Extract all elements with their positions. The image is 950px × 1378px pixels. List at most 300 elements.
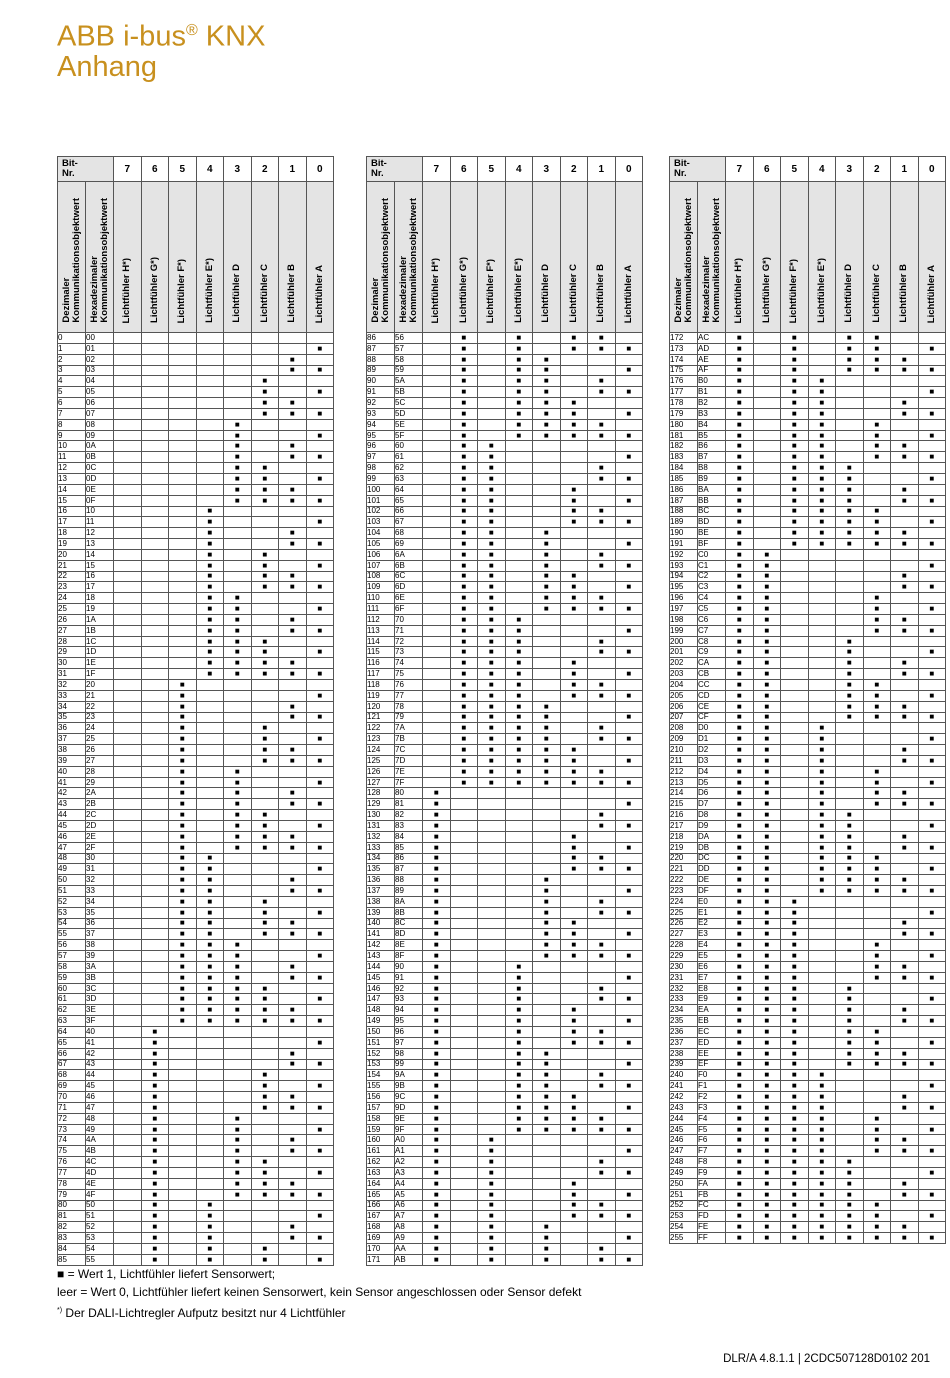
hex-value: FD	[698, 1211, 726, 1222]
decimal-value: 233	[670, 994, 698, 1005]
bit-cell	[615, 376, 643, 387]
hex-value: 8C	[395, 918, 423, 929]
bit-cell	[450, 1211, 478, 1222]
table-row	[367, 853, 643, 864]
bit-cell	[588, 1059, 616, 1070]
bit-cell: ■	[251, 484, 279, 495]
decimal-value: 173	[670, 343, 698, 354]
bit-cell	[478, 918, 506, 929]
bit-cell: ■	[615, 517, 643, 528]
bit-cell	[615, 463, 643, 474]
hex-value: 67	[395, 517, 423, 528]
hex-value: 59	[395, 365, 423, 376]
bit-cell: ■	[533, 539, 561, 550]
bit-cell	[918, 506, 946, 517]
hex-value: 01	[86, 343, 114, 354]
decimal-value: 19	[58, 539, 86, 550]
hex-value: 4B	[86, 1146, 114, 1157]
bit-cell	[306, 831, 334, 842]
decimal-value: 187	[670, 495, 698, 506]
bit-cell: ■	[224, 1135, 252, 1146]
bit-cell: ■	[726, 1189, 754, 1200]
bit-cell	[141, 376, 169, 387]
bit-cell	[450, 1254, 478, 1265]
bit-cell: ■	[615, 604, 643, 615]
bit-cell	[114, 755, 142, 766]
bit-cell	[251, 1233, 279, 1244]
bit-cell: ■	[918, 365, 946, 376]
bit-cell: ■	[505, 419, 533, 430]
bit-cell	[141, 875, 169, 886]
bit-cell: ■	[533, 766, 561, 777]
bit-cell: ■	[560, 398, 588, 409]
decimal-value: 13	[58, 473, 86, 484]
bit-cell: ■	[808, 463, 836, 474]
bit-cell: ■	[478, 745, 506, 756]
bit-cell	[251, 365, 279, 376]
bit-cell: ■	[726, 539, 754, 550]
bit-cell	[114, 1254, 142, 1265]
bit-cell: ■	[588, 1124, 616, 1135]
bit-cell: ■	[808, 1157, 836, 1168]
table-row	[58, 734, 334, 745]
bit-cell	[891, 777, 919, 788]
decimal-value: 176	[670, 376, 698, 387]
bit-cell	[141, 408, 169, 419]
bit-cell: ■	[251, 994, 279, 1005]
bit-cell	[306, 853, 334, 864]
bit-cell: ■	[251, 842, 279, 853]
bit-cell: ■	[478, 766, 506, 777]
hex-value: 1D	[86, 647, 114, 658]
bit-header: 3	[224, 157, 252, 182]
bit-cell: ■	[891, 875, 919, 886]
decimal-value: 205	[670, 690, 698, 701]
bit-cell: ■	[863, 886, 891, 897]
hex-value: 3D	[86, 994, 114, 1005]
bit-cell: ■	[478, 593, 506, 604]
bit-cell	[808, 929, 836, 940]
bit-cell	[781, 777, 809, 788]
bit-cell	[224, 1222, 252, 1233]
bit-cell	[533, 463, 561, 474]
bit-cell: ■	[588, 387, 616, 398]
bit-cell: ■	[615, 951, 643, 962]
decimal-value: 57	[58, 951, 86, 962]
decimal-value: 249	[670, 1167, 698, 1178]
bit-cell	[478, 354, 506, 365]
bit-cell	[279, 430, 307, 441]
bit-cell: ■	[224, 983, 252, 994]
bit-cell	[781, 820, 809, 831]
bit-cell	[169, 571, 197, 582]
bit-cell: ■	[279, 886, 307, 897]
bit-cell	[141, 712, 169, 723]
bit-cell	[279, 1200, 307, 1211]
bit-cell	[836, 951, 864, 962]
bit-cell: ■	[251, 734, 279, 745]
bit-cell	[251, 940, 279, 951]
bit-cell: ■	[781, 1146, 809, 1157]
bit-cell	[114, 1146, 142, 1157]
hex-value: E7	[698, 972, 726, 983]
bit-cell: ■	[533, 365, 561, 376]
bit-cell: ■	[588, 680, 616, 691]
bit-cell	[808, 1048, 836, 1059]
table-row	[58, 1233, 334, 1244]
bit-cell: ■	[891, 1102, 919, 1113]
bit-cell: ■	[423, 1178, 451, 1189]
bit-cell: ■	[279, 452, 307, 463]
table-row	[670, 755, 946, 766]
bit-cell: ■	[588, 647, 616, 658]
bit-cell: ■	[478, 528, 506, 539]
bit-cell: ■	[726, 1211, 754, 1222]
bit-cell	[450, 1102, 478, 1113]
bit-cell: ■	[306, 1102, 334, 1113]
bit-cell	[306, 1005, 334, 1016]
bit-cell: ■	[781, 1211, 809, 1222]
bit-cell: ■	[505, 1092, 533, 1103]
bit-cell: ■	[505, 658, 533, 669]
table-row	[58, 484, 334, 495]
hex-value: 92	[395, 983, 423, 994]
bit-cell: ■	[836, 1233, 864, 1244]
table-row	[58, 842, 334, 853]
bit-cell	[753, 484, 781, 495]
bit-cell: ■	[560, 1005, 588, 1016]
bit-cell: ■	[615, 820, 643, 831]
decimal-value: 43	[58, 799, 86, 810]
bit-cell: ■	[423, 1124, 451, 1135]
bit-cell: ■	[726, 1059, 754, 1070]
bit-cell	[114, 972, 142, 983]
hex-value: 00	[86, 333, 114, 344]
bit-cell	[478, 398, 506, 409]
decimal-value: 149	[367, 1016, 395, 1027]
bit-cell: ■	[726, 333, 754, 344]
bit-cell: ■	[478, 560, 506, 571]
bit-cell	[891, 864, 919, 875]
bit-cell	[196, 1102, 224, 1113]
bit-cell: ■	[836, 994, 864, 1005]
bit-cell	[808, 690, 836, 701]
bit-cell	[533, 484, 561, 495]
bit-cell	[141, 419, 169, 430]
bit-cell	[753, 398, 781, 409]
bit-cell	[478, 951, 506, 962]
bit-cell	[224, 1081, 252, 1092]
bit-cell: ■	[505, 961, 533, 972]
bit-cell	[450, 1005, 478, 1016]
decimal-value: 59	[58, 972, 86, 983]
bit-cell	[169, 1178, 197, 1189]
bit-cell	[891, 1157, 919, 1168]
bit-cell: ■	[726, 1081, 754, 1092]
hex-value: 73	[395, 647, 423, 658]
bit-cell: ■	[560, 1102, 588, 1113]
bit-cell	[588, 1102, 616, 1113]
table-row	[367, 1037, 643, 1048]
decimal-value: 201	[670, 647, 698, 658]
bit-cell: ■	[891, 582, 919, 593]
hex-value: C0	[698, 549, 726, 560]
bit-cell	[169, 517, 197, 528]
decimal-value: 164	[367, 1178, 395, 1189]
bit-cell: ■	[836, 539, 864, 550]
bit-cell: ■	[781, 1092, 809, 1103]
bit-header: 6	[450, 157, 478, 182]
bit-cell	[169, 354, 197, 365]
bit-cell	[863, 755, 891, 766]
bit-cell: ■	[863, 528, 891, 539]
hex-value: DA	[698, 831, 726, 842]
bit-cell: ■	[891, 788, 919, 799]
bit-cell	[836, 918, 864, 929]
bit-cell	[891, 343, 919, 354]
hex-value: 0E	[86, 484, 114, 495]
hex-value: D0	[698, 723, 726, 734]
bit-cell: ■	[505, 398, 533, 409]
bit-cell: ■	[863, 1146, 891, 1157]
bit-cell	[560, 712, 588, 723]
bit-cell: ■	[423, 864, 451, 875]
bit-header: 5	[781, 157, 809, 182]
bit-cell: ■	[918, 387, 946, 398]
table-row	[367, 1222, 643, 1233]
bit-cell: ■	[753, 820, 781, 831]
bit-cell	[114, 690, 142, 701]
decimal-value: 82	[58, 1222, 86, 1233]
bit-cell	[560, 1146, 588, 1157]
table-row	[367, 1081, 643, 1092]
bit-cell	[279, 419, 307, 430]
bit-cell	[781, 799, 809, 810]
bit-cell: ■	[423, 951, 451, 962]
bit-cell	[169, 430, 197, 441]
bit-cell	[251, 593, 279, 604]
bit-cell	[918, 463, 946, 474]
hex-value: F6	[698, 1135, 726, 1146]
bit-cell: ■	[560, 680, 588, 691]
bit-cell	[478, 387, 506, 398]
bit-cell	[169, 1189, 197, 1200]
bit-cell	[306, 1157, 334, 1168]
bit-cell: ■	[891, 961, 919, 972]
bit-cell	[224, 723, 252, 734]
bit-cell: ■	[224, 1016, 252, 1027]
hex-value: 14	[86, 549, 114, 560]
bit-cell: ■	[836, 1222, 864, 1233]
decimal-header: Dezimaler Kommunikationsobjektwert	[367, 182, 395, 333]
hex-value: FE	[698, 1222, 726, 1233]
bit-cell: ■	[169, 842, 197, 853]
hex-value: 04	[86, 376, 114, 387]
table-row	[58, 376, 334, 387]
bit-cell: ■	[863, 940, 891, 951]
hex-value: D8	[698, 810, 726, 821]
hex-value: BA	[698, 484, 726, 495]
bit-cell	[533, 1157, 561, 1168]
bit-number-header: Bit- Nr.	[670, 157, 726, 182]
hex-value: 7E	[395, 766, 423, 777]
bit-cell: ■	[196, 571, 224, 582]
bit-cell	[450, 1233, 478, 1244]
table-row	[58, 539, 334, 550]
bit-cell	[560, 452, 588, 463]
bit-cell: ■	[306, 820, 334, 831]
bit-cell	[505, 473, 533, 484]
bit-cell	[224, 365, 252, 376]
bit-cell	[114, 1081, 142, 1092]
bit-cell: ■	[450, 777, 478, 788]
bit-cell: ■	[478, 712, 506, 723]
decimal-value: 168	[367, 1222, 395, 1233]
bit-cell	[450, 929, 478, 940]
bit-cell: ■	[450, 680, 478, 691]
bit-cell	[753, 441, 781, 452]
hex-value: 43	[86, 1059, 114, 1070]
bit-cell	[423, 463, 451, 474]
bit-cell: ■	[279, 1146, 307, 1157]
bit-cell: ■	[753, 1124, 781, 1135]
bit-cell: ■	[505, 614, 533, 625]
sensor-header: Lichtfühler D	[836, 182, 864, 333]
bit-cell: ■	[224, 1146, 252, 1157]
decimal-value: 138	[367, 896, 395, 907]
bit-cell	[423, 734, 451, 745]
decimal-value: 180	[670, 419, 698, 430]
decimal-value: 227	[670, 929, 698, 940]
bit-cell: ■	[224, 1113, 252, 1124]
bit-cell: ■	[781, 1200, 809, 1211]
bit-cell: ■	[753, 1037, 781, 1048]
bit-cell	[279, 1211, 307, 1222]
table-row	[670, 1211, 946, 1222]
bit-cell: ■	[726, 647, 754, 658]
bit-cell	[588, 614, 616, 625]
decimal-value: 163	[367, 1167, 395, 1178]
bit-cell	[560, 1135, 588, 1146]
hex-value: A3	[395, 1167, 423, 1178]
bit-cell	[588, 408, 616, 419]
bit-cell	[114, 929, 142, 940]
bit-cell	[781, 712, 809, 723]
bit-cell: ■	[505, 1005, 533, 1016]
bit-cell	[141, 745, 169, 756]
bit-cell	[891, 1167, 919, 1178]
bit-cell: ■	[726, 994, 754, 1005]
bit-cell	[781, 571, 809, 582]
bit-cell	[141, 972, 169, 983]
bit-cell: ■	[836, 1005, 864, 1016]
sensor-header: Lichtfühler F*)	[169, 182, 197, 333]
decimal-value: 204	[670, 680, 698, 691]
decimal-value: 230	[670, 961, 698, 972]
bit-cell: ■	[808, 777, 836, 788]
bit-cell	[836, 896, 864, 907]
bit-cell: ■	[726, 1092, 754, 1103]
bit-cell: ■	[306, 755, 334, 766]
table-row	[367, 636, 643, 647]
bit-cell	[224, 1102, 252, 1113]
bit-cell: ■	[808, 842, 836, 853]
bit-cell: ■	[726, 745, 754, 756]
bit-cell: ■	[505, 690, 533, 701]
bit-cell	[863, 907, 891, 918]
decimal-value: 162	[367, 1157, 395, 1168]
bit-cell	[114, 549, 142, 560]
bit-cell: ■	[423, 1113, 451, 1124]
bit-cell: ■	[588, 549, 616, 560]
bit-cell: ■	[533, 951, 561, 962]
table-row	[58, 593, 334, 604]
bit-cell	[615, 484, 643, 495]
bit-cell: ■	[560, 690, 588, 701]
bit-cell	[169, 539, 197, 550]
bit-cell	[588, 495, 616, 506]
bit-cell	[753, 343, 781, 354]
bit-cell	[918, 658, 946, 669]
bit-cell: ■	[478, 1135, 506, 1146]
bit-cell	[114, 810, 142, 821]
hex-value: 29	[86, 777, 114, 788]
bit-cell	[141, 680, 169, 691]
bit-cell: ■	[560, 506, 588, 517]
bit-cell	[505, 1135, 533, 1146]
bit-cell	[169, 1124, 197, 1135]
bit-cell	[141, 940, 169, 951]
bit-cell	[836, 593, 864, 604]
bit-cell	[114, 658, 142, 669]
hex-value: A8	[395, 1222, 423, 1233]
bit-cell	[114, 669, 142, 680]
bit-cell: ■	[588, 343, 616, 354]
bit-cell: ■	[753, 1178, 781, 1189]
bit-cell	[251, 680, 279, 691]
table-row	[367, 680, 643, 691]
hex-value: F2	[698, 1092, 726, 1103]
bit-cell	[306, 1092, 334, 1103]
bit-cell: ■	[726, 831, 754, 842]
bit-header: 4	[196, 157, 224, 182]
bit-cell	[196, 1081, 224, 1092]
bit-cell	[560, 701, 588, 712]
bit-cell	[836, 788, 864, 799]
bit-cell: ■	[753, 1070, 781, 1081]
table-row	[58, 636, 334, 647]
bit-cell	[169, 1113, 197, 1124]
hex-value: 2E	[86, 831, 114, 842]
table-row	[367, 408, 643, 419]
bit-cell	[196, 1048, 224, 1059]
decimal-value: 11	[58, 452, 86, 463]
bit-cell: ■	[615, 473, 643, 484]
bit-cell: ■	[251, 1092, 279, 1103]
bit-cell	[836, 1124, 864, 1135]
bit-cell	[891, 1037, 919, 1048]
hex-value: 13	[86, 539, 114, 550]
table-row	[367, 365, 643, 376]
bit-cell: ■	[478, 636, 506, 647]
bit-cell	[836, 1081, 864, 1092]
hex-value: 62	[395, 463, 423, 474]
bit-cell: ■	[196, 604, 224, 615]
decimal-value: 139	[367, 907, 395, 918]
hex-value: 9E	[395, 1113, 423, 1124]
bit-cell: ■	[836, 875, 864, 886]
table-row	[670, 419, 946, 430]
